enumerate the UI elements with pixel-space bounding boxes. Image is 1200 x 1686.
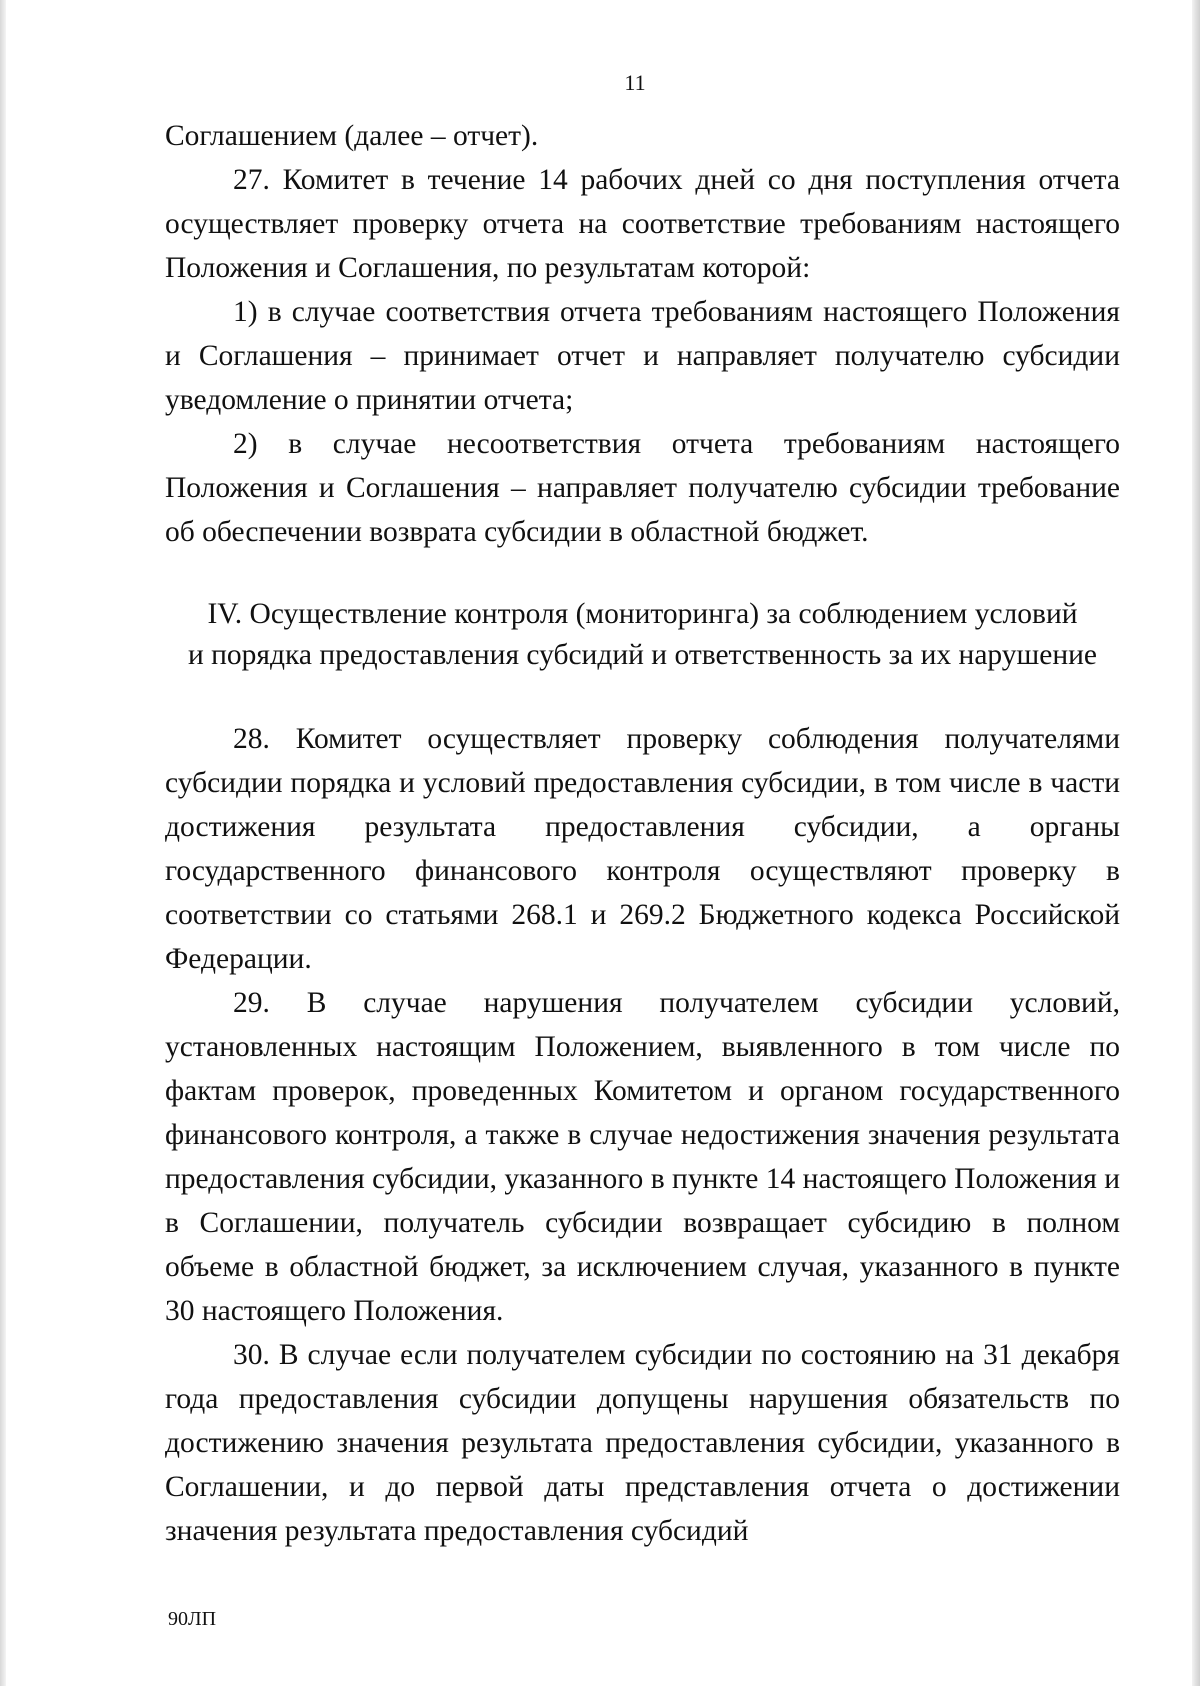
paragraph-28: 28. Комитет осуществляет проверку соблюдения получателями субсидии порядка и условий предоставления субсидии, в том числе в части достижения результата предоставления субсидии, а органы государственного финансового контроля осуществляют проверку в соответствии со статьями 268.1 и 269.2 Бюджетного кодекса Российской Федерации.: [165, 723, 1120, 975]
section-heading: [165, 594, 1120, 676]
section-heading-line-2: и порядка предоставления субсидий и ответственность за их нарушение: [187, 639, 1098, 671]
scan-edge-left: [0, 0, 6, 1686]
document-code: 90ЛП: [168, 1608, 217, 1630]
paragraph-30: 30. В случае если получателем субсидии по состоянию на 31 декабря года предоставления субсидии допущены нарушения обязательств по достижению значения результата предоставления субсидии, указанного в Соглашении, и до первой даты представления отчета о достижении значения результата предоставления субсидий: [165, 1339, 1120, 1547]
paragraph-29: 29. В случае нарушения получателем субсидии условий, установленных настоящим Положением, выявленного в том числе по фактам проверок, проведенных Комитетом и органом государственного финансового контроля, а также в случае недостижения значения результата предоставления субсидии, указанного в пункте 14 настоящего Положения и в Соглашении, получатель субсидии возвращает субсидию в полном объеме в областной бюджет, за исключением случая, указанного в пункте 30 настоящего Положения.: [165, 987, 1120, 1327]
paragraph-27: 27. Комитет в течение 14 рабочих дней со дня поступления отчета осуществляет проверку отчета на соответствие требованиям настоящего Положения и Соглашения, по результатам которой:: [165, 164, 1120, 284]
section-heading-line-1: IV. Осуществление контроля (мониторинга) за соблюдением условий: [207, 598, 1078, 630]
paragraph-27-item-1: 1) в случае соответствия отчета требованиям настоящего Положения и Соглашения – принимает отчет и направляет получателю субсидии уведомление о принятии отчета;: [165, 296, 1120, 416]
page-number: 11: [624, 70, 646, 95]
paragraph-continuation: Соглашением (далее – отчет).: [165, 120, 539, 152]
document-body: [165, 114, 1120, 1553]
paragraph-27-item-2: 2) в случае несоответствия отчета требованиям настоящего Положения и Соглашения – направляет получателю субсидии требование об обеспечении возврата субсидии в областной бюджет.: [165, 428, 1120, 548]
scan-edge-right: [1192, 0, 1200, 1686]
